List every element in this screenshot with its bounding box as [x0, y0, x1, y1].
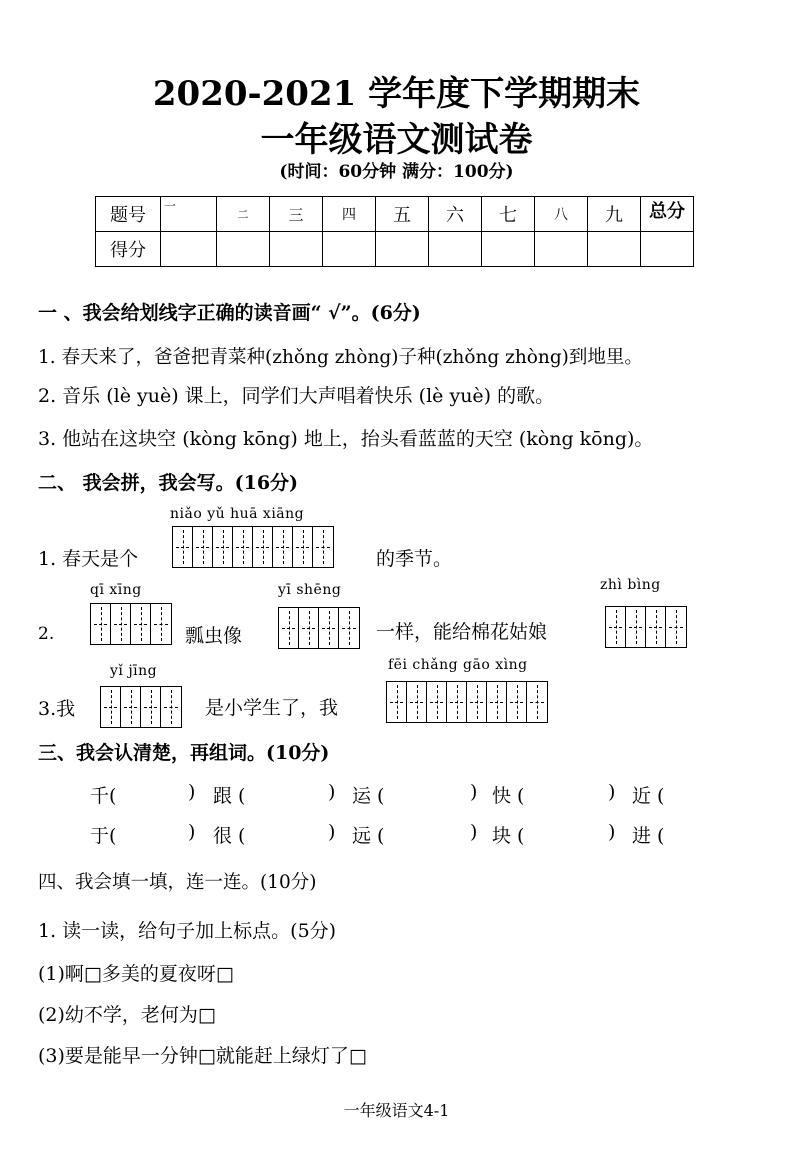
score-input-cell[interactable] [323, 232, 376, 267]
word-blank-close: ) [328, 821, 336, 843]
score-table-col: 四 [323, 197, 376, 232]
question-text: 一样，能给棉花姑娘 [376, 621, 548, 643]
word-blank: 块 ( [492, 825, 525, 847]
question-text: 1. 春天是个 [38, 548, 139, 570]
writing-grid[interactable] [90, 603, 172, 645]
pinyin-label: yī shēng [278, 582, 342, 598]
score-input-cell[interactable] [535, 232, 588, 267]
word-blank-close: ) [328, 781, 336, 803]
score-input-cell[interactable] [641, 232, 694, 267]
exam-time-and-score: (时间：60分钟 满分：100分) [279, 162, 514, 182]
score-table-col: 八 [535, 197, 588, 232]
writing-grid[interactable] [386, 681, 548, 723]
word-blank: 跟 ( [213, 785, 246, 807]
section4-subheading: 1. 读一读，给句子加上标点。(5分) [38, 920, 337, 942]
writing-grid[interactable] [100, 686, 182, 728]
section4-heading: 四、我会填一填，连一连。(10分) [38, 872, 317, 893]
punctuation-item: (3)要是能早一分钟□就能赶上绿灯了□ [38, 1045, 367, 1067]
score-table-col: 三 [270, 197, 323, 232]
word-blank-close: ) [188, 821, 196, 843]
section1-heading: 一 、我会给划线字正确的读音画“ √”。(6分) [38, 302, 421, 324]
score-table-row-label: 得分 [96, 232, 161, 267]
score-input-cell[interactable] [217, 232, 270, 267]
word-blank: 于( [90, 825, 117, 847]
pinyin-label: niǎo yǔ huā xiāng [170, 506, 305, 522]
punctuation-item: (1)啊□多美的夏夜呀□ [38, 963, 234, 985]
score-input-cell[interactable] [270, 232, 323, 267]
question-number: 2. [38, 624, 55, 644]
score-table-col: 二 [217, 197, 270, 232]
pinyin-label: zhì bìng [600, 577, 661, 593]
writing-grid[interactable] [172, 526, 334, 568]
word-blank-close: ) [608, 821, 616, 843]
section1-item: 2. 音乐 (lè yuè) 课上，同学们大声唱着快乐 (lè yuè) 的歌。 [38, 385, 555, 407]
score-table-col: 六 [429, 197, 482, 232]
pinyin-label: qī xīng [90, 582, 142, 598]
word-blank-close: ) [608, 781, 616, 803]
pinyin-label: fēi chǎng gāo xìng [388, 657, 528, 673]
section1-item: 3. 他站在这块空 (kòng kōng) 地上，抬头看蓝蓝的天空 (kòng kōng)。 [38, 428, 654, 450]
word-blank: 运 ( [352, 785, 385, 807]
writing-grid[interactable] [278, 607, 360, 649]
word-blank-close: ) [470, 821, 478, 843]
question-text: 3.我 [38, 698, 76, 720]
score-input-cell[interactable] [376, 232, 429, 267]
writing-grid[interactable] [605, 606, 687, 648]
score-table-col: 七 [482, 197, 535, 232]
section2-heading: 二、 我会拼，我会写。(16分) [38, 472, 299, 494]
score-input-cell[interactable] [161, 232, 217, 267]
score-input-cell[interactable] [588, 232, 641, 267]
word-blank-close: ) [470, 781, 478, 803]
word-blank-close: ) [188, 781, 196, 803]
score-input-cell[interactable] [429, 232, 482, 267]
section3-heading: 三、我会认清楚，再组词。(10分) [38, 742, 330, 764]
question-text: 的季节。 [376, 548, 453, 570]
exam-title-line2: 一年级语文测试卷 [260, 120, 533, 160]
score-table-total: 总分 [641, 197, 694, 232]
score-table [95, 196, 694, 267]
word-blank: 进 ( [632, 825, 665, 847]
score-table-col: 五 [376, 197, 429, 232]
punctuation-item: (2)幼不学，老何为□ [38, 1004, 216, 1026]
exam-title-line1: 2020-2021 学年度下学期期末 [152, 74, 641, 114]
word-blank: 远 ( [352, 825, 385, 847]
question-text: 瓢虫像 [185, 625, 243, 647]
section1-item: 1. 春天来了，爸爸把青菜种(zhǒng zhòng)子种(zhǒng zhòng)到地里。 [38, 347, 643, 368]
score-table-label: 题号 [96, 197, 161, 232]
question-text: 是小学生了，我 [205, 697, 339, 719]
score-table-col: 一 [161, 197, 217, 232]
word-blank: 千( [90, 785, 117, 807]
page-footer: 一年级语文4-1 [343, 1101, 450, 1120]
pinyin-label: yǐ jīng [110, 663, 158, 679]
word-blank: 很 ( [213, 825, 246, 847]
score-table-col: 九 [588, 197, 641, 232]
score-table-score-row [96, 232, 694, 267]
score-table-header-row [96, 197, 694, 232]
score-input-cell[interactable] [482, 232, 535, 267]
word-blank: 近 ( [632, 785, 665, 807]
word-blank: 快 ( [492, 785, 525, 807]
